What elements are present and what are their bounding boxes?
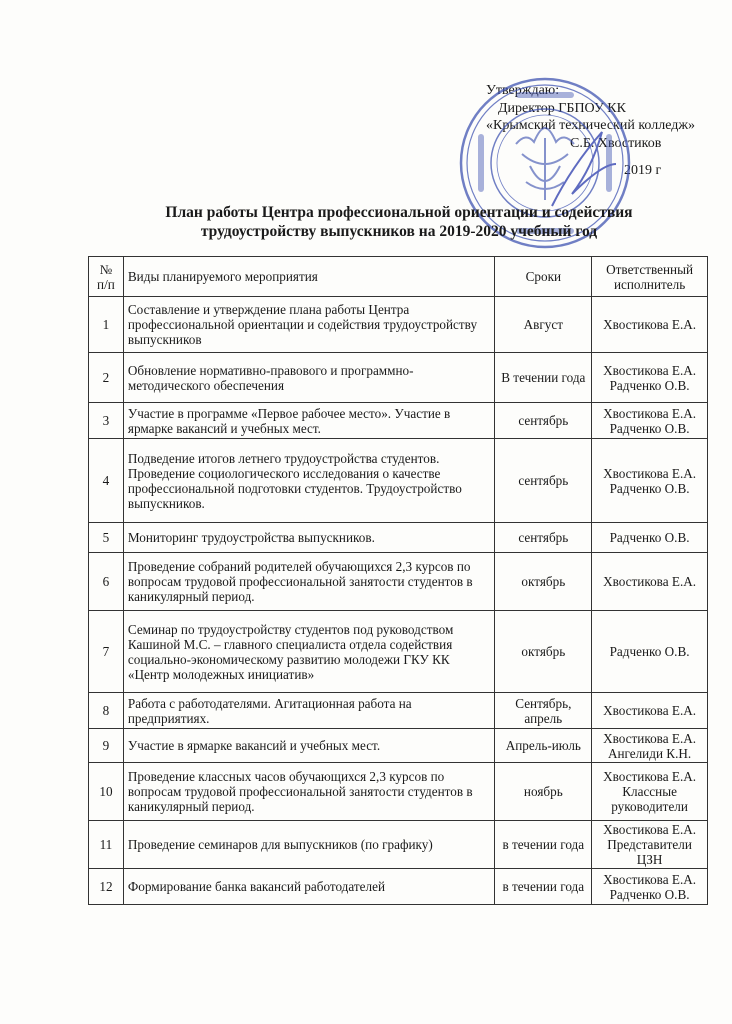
row-responsible: Хвостикова Е.А. <box>592 553 708 611</box>
row-responsible: Радченко О.В. <box>592 523 708 553</box>
table-row <box>89 821 708 869</box>
table-row <box>89 297 708 353</box>
row-term: В течении года <box>495 353 592 403</box>
row-responsible: Хвостикова Е.А. Радченко О.В. <box>592 353 708 403</box>
row-term: Апрель-июль <box>495 729 592 763</box>
table-row <box>89 611 708 693</box>
row-activity: Проведение собраний родителей обучающихся 2,3 курсов по вопросам трудовой профессиональной занятости студентов в каникулярный период. <box>123 553 495 611</box>
row-number: 1 <box>89 297 124 353</box>
header-responsible: Ответственный исполнитель <box>592 257 708 297</box>
row-responsible: Хвостикова Е.А. <box>592 693 708 729</box>
row-activity: Участие в ярмарке вакансий и учебных мест. <box>123 729 495 763</box>
document-title <box>112 203 686 241</box>
title-line-2: трудоустройству выпускников на 2019-2020 учебный год <box>200 223 598 240</box>
row-term: Сентябрь, апрель <box>495 693 592 729</box>
header-number: № п/п <box>89 257 124 297</box>
approval-date: 2019 г <box>624 163 662 178</box>
table-row <box>89 763 708 821</box>
row-activity: Проведение классных часов обучающихся 2,3 курсов по вопросам трудовой профессиональной занятости студентов в каникулярный период. <box>123 763 495 821</box>
table-row <box>89 439 708 523</box>
row-number: 4 <box>89 439 124 523</box>
row-activity: Участие в программе «Первое рабочее место». Участие в ярмарке вакансий и учебных мест. <box>123 403 495 439</box>
header-term: Сроки <box>495 257 592 297</box>
row-responsible: Хвостикова Е.А. Ангелиди К.Н. <box>592 729 708 763</box>
table-row <box>89 353 708 403</box>
row-number: 6 <box>89 553 124 611</box>
row-activity: Обновление нормативно-правового и программно-методического обеспечения <box>123 353 495 403</box>
approval-line: «Крымский технический колледж» <box>486 118 696 133</box>
row-term: в течении года <box>495 821 592 869</box>
row-number: 10 <box>89 763 124 821</box>
row-number: 11 <box>89 821 124 869</box>
plan-table <box>88 256 708 905</box>
row-responsible: Хвостикова Е.А. Классные руководители <box>592 763 708 821</box>
row-number: 9 <box>89 729 124 763</box>
row-responsible: Хвостикова Е.А. <box>592 297 708 353</box>
row-term: в течении года <box>495 869 592 905</box>
approval-line: С.Б. Хвостиков <box>570 135 662 151</box>
row-term: октябрь <box>495 611 592 693</box>
row-number: 2 <box>89 353 124 403</box>
row-responsible: Хвостикова Е.А. Радченко О.В. <box>592 403 708 439</box>
table-row <box>89 553 708 611</box>
row-responsible: Хвостикова Е.А. Представители ЦЗН <box>592 821 708 869</box>
row-term: Август <box>495 297 592 353</box>
row-term: сентябрь <box>495 439 592 523</box>
table-row <box>89 403 708 439</box>
row-number: 5 <box>89 523 124 553</box>
row-number: 12 <box>89 869 124 905</box>
row-activity: Работа с работодателями. Агитационная работа на предприятиях. <box>123 693 495 729</box>
row-activity: Составление и утверждение плана работы Центра профессиональной ориентации и содействия трудоустройству выпускников <box>123 297 495 353</box>
row-responsible: Хвостикова Е.А. Радченко О.В. <box>592 439 708 523</box>
row-number: 3 <box>89 403 124 439</box>
approval-line: Утверждаю: <box>486 83 560 98</box>
row-responsible: Радченко О.В. <box>592 611 708 693</box>
approval-line: Директор ГБПОУ КК <box>498 100 626 116</box>
row-term: ноябрь <box>495 763 592 821</box>
row-activity: Семинар по трудоустройству студентов под руководством Кашиной М.С. – главного специалиста отдела содействия социально-экономическому развитию молодежи ГКУ КК «Центр молодежных инициатив» <box>123 611 495 693</box>
row-term: сентябрь <box>495 403 592 439</box>
row-term: октябрь <box>495 553 592 611</box>
table-row <box>89 729 708 763</box>
header-activity: Виды планируемого мероприятия <box>123 257 495 297</box>
row-activity: Мониторинг трудоустройства выпускников. <box>123 523 495 553</box>
title-line-1: План работы Центра профессиональной ориентации и содействия <box>165 204 633 221</box>
row-term: сентябрь <box>495 523 592 553</box>
row-activity: Подведение итогов летнего трудоустройства студентов. Проведение социологического исследования о качестве профессиональной подготовки студентов. Трудоустройство выпускников. <box>123 439 495 523</box>
row-activity: Формирование банка вакансий работодателей <box>123 869 495 905</box>
row-number: 7 <box>89 611 124 693</box>
table-row <box>89 869 708 905</box>
row-number: 8 <box>89 693 124 729</box>
row-activity: Проведение семинаров для выпускников (по графику) <box>123 821 495 869</box>
table-header-row <box>89 257 708 297</box>
table-row <box>89 523 708 553</box>
row-responsible: Хвостикова Е.А. Радченко О.В. <box>592 869 708 905</box>
table-row <box>89 693 708 729</box>
